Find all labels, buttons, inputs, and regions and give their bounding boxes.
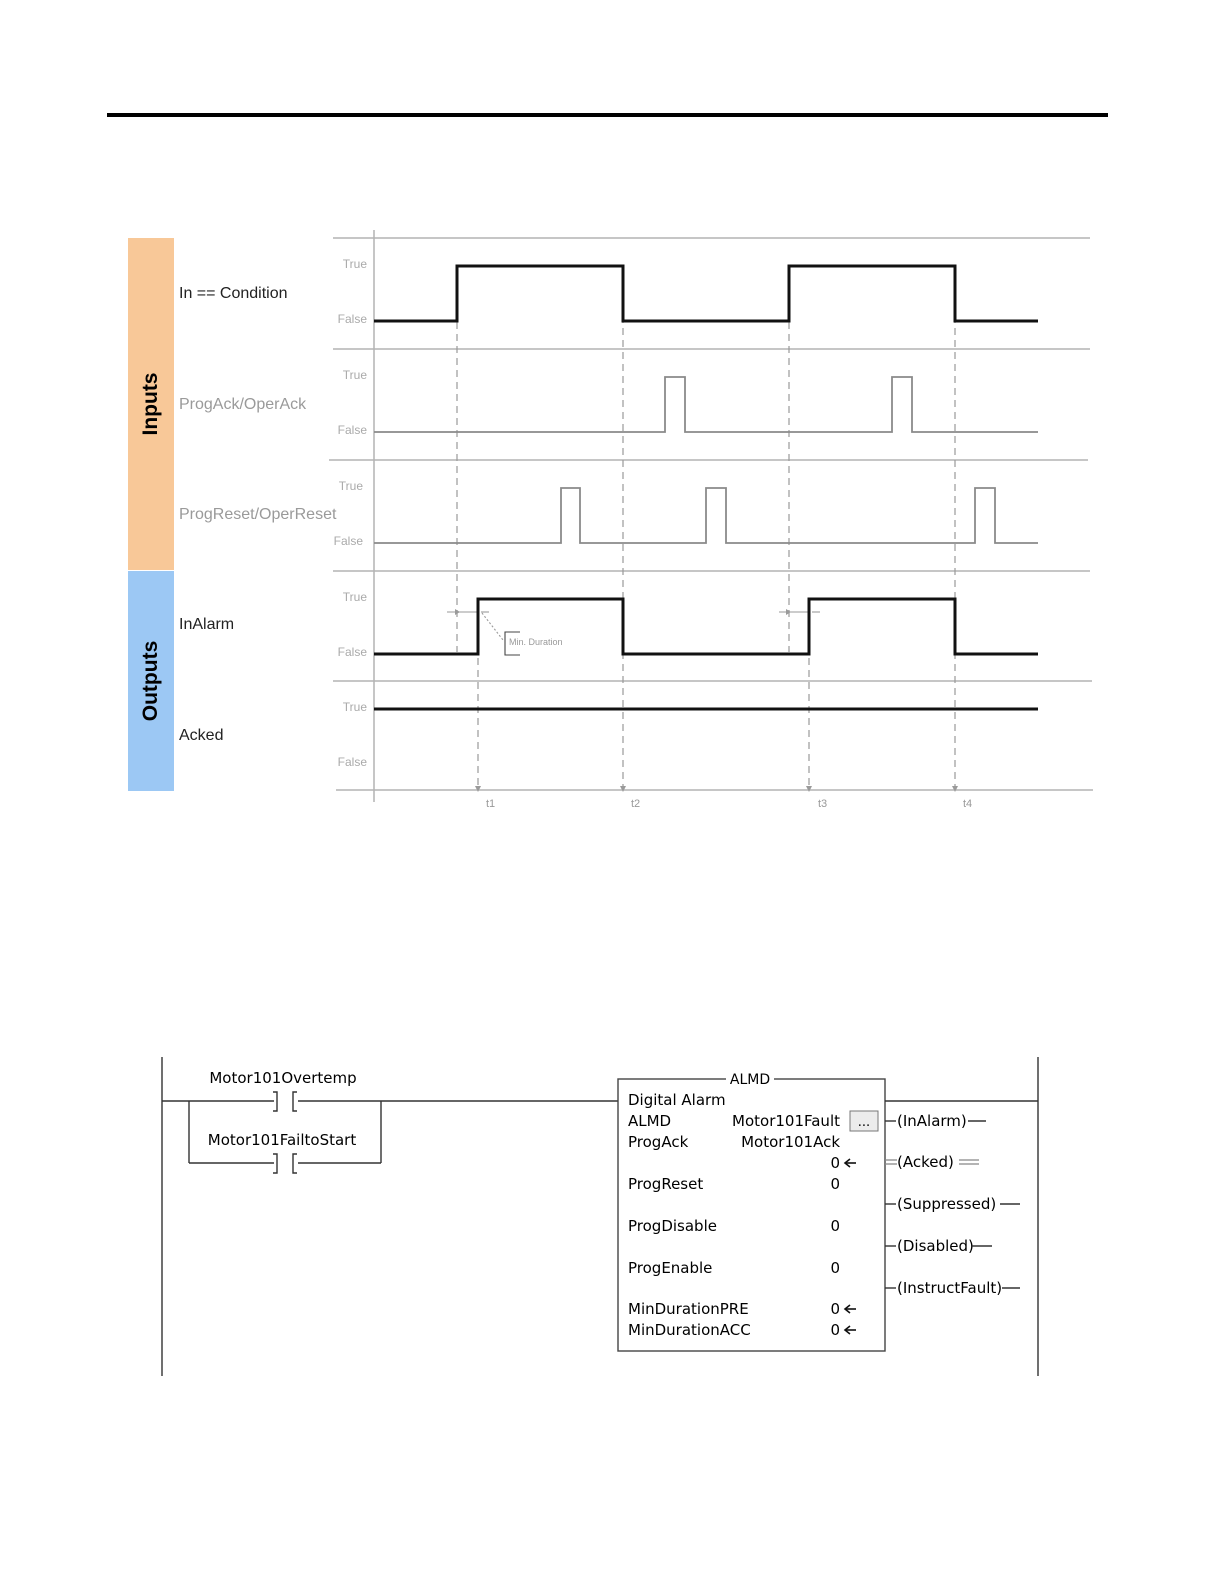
true-level-label: True [342, 368, 367, 382]
param-name-mindurationacc: MinDurationACC [628, 1321, 751, 1339]
param-value-almd[interactable]: Motor101Fault [732, 1112, 840, 1130]
param-value-mindurationacc[interactable]: 0 [830, 1321, 840, 1339]
output-coil-instructfault[interactable]: (InstructFault) [897, 1279, 1003, 1297]
time-marker-t3: t3 [818, 798, 828, 810]
false-level-label: False [337, 423, 367, 437]
param-value-progack[interactable]: Motor101Ack [741, 1133, 840, 1151]
signal-label-progreset-operreset: ProgReset/OperReset [179, 506, 337, 523]
param-name-progdisable: ProgDisable [628, 1217, 717, 1235]
true-level-label: True [342, 700, 367, 714]
output-coil-acked[interactable]: (Acked) [897, 1153, 954, 1171]
true-level-label: True [342, 257, 367, 271]
param-value-acked[interactable]: 0 [830, 1154, 840, 1172]
param-value-mindurationpre[interactable]: 0 [830, 1300, 840, 1318]
param-value-progreset[interactable]: 0 [830, 1175, 840, 1193]
time-marker-t4: t4 [963, 798, 973, 810]
almd-block-title: ALMD [729, 1072, 771, 1088]
contact-motor101overtemp-label: Motor101Overtemp [209, 1069, 357, 1087]
inputs-group-label: Inputs [139, 372, 162, 436]
true-level-label: True [342, 590, 367, 604]
signal-label-inalarm: InAlarm [179, 616, 235, 633]
param-value-progenable[interactable]: 0 [830, 1259, 840, 1277]
signal-label-acked: Acked [179, 727, 224, 744]
live-value-arrow-icon [845, 1305, 856, 1313]
time-marker-t1: t1 [486, 798, 496, 810]
outputs-group-label: Outputs [139, 640, 162, 722]
false-level-label: False [337, 312, 367, 326]
false-level-label: False [333, 534, 363, 548]
almd-block-description: Digital Alarm [628, 1091, 726, 1109]
output-coil-disabled[interactable]: (Disabled) [897, 1237, 974, 1255]
output-coil-inalarm[interactable]: (InAlarm) [897, 1112, 967, 1130]
param-name-progreset: ProgReset [628, 1175, 704, 1193]
browse-button[interactable] [850, 1111, 878, 1131]
signal-label-progack-operack: ProgAck/OperAck [179, 396, 307, 413]
signal-label-in-condition: In == Condition [179, 285, 288, 302]
min-duration-annotation: Min. Duration [509, 637, 563, 647]
param-value-progdisable[interactable]: 0 [830, 1217, 840, 1235]
false-level-label: False [337, 755, 367, 769]
false-level-label: False [337, 645, 367, 659]
true-level-label: True [338, 479, 363, 493]
live-value-arrow-icon [845, 1159, 856, 1167]
param-name-progack: ProgAck [628, 1133, 689, 1151]
param-name-progenable: ProgEnable [628, 1259, 713, 1277]
browse-button-label[interactable]: ... [857, 1115, 871, 1130]
param-name-almd: ALMD [628, 1112, 672, 1130]
contact-motor101failtostart-label: Motor101FailtoStart [207, 1131, 357, 1149]
live-value-arrow-icon [845, 1326, 856, 1334]
time-marker-t2: t2 [631, 798, 641, 810]
param-name-mindurationpre: MinDurationPRE [628, 1300, 749, 1318]
output-coil-suppressed[interactable]: (Suppressed) [897, 1195, 997, 1213]
